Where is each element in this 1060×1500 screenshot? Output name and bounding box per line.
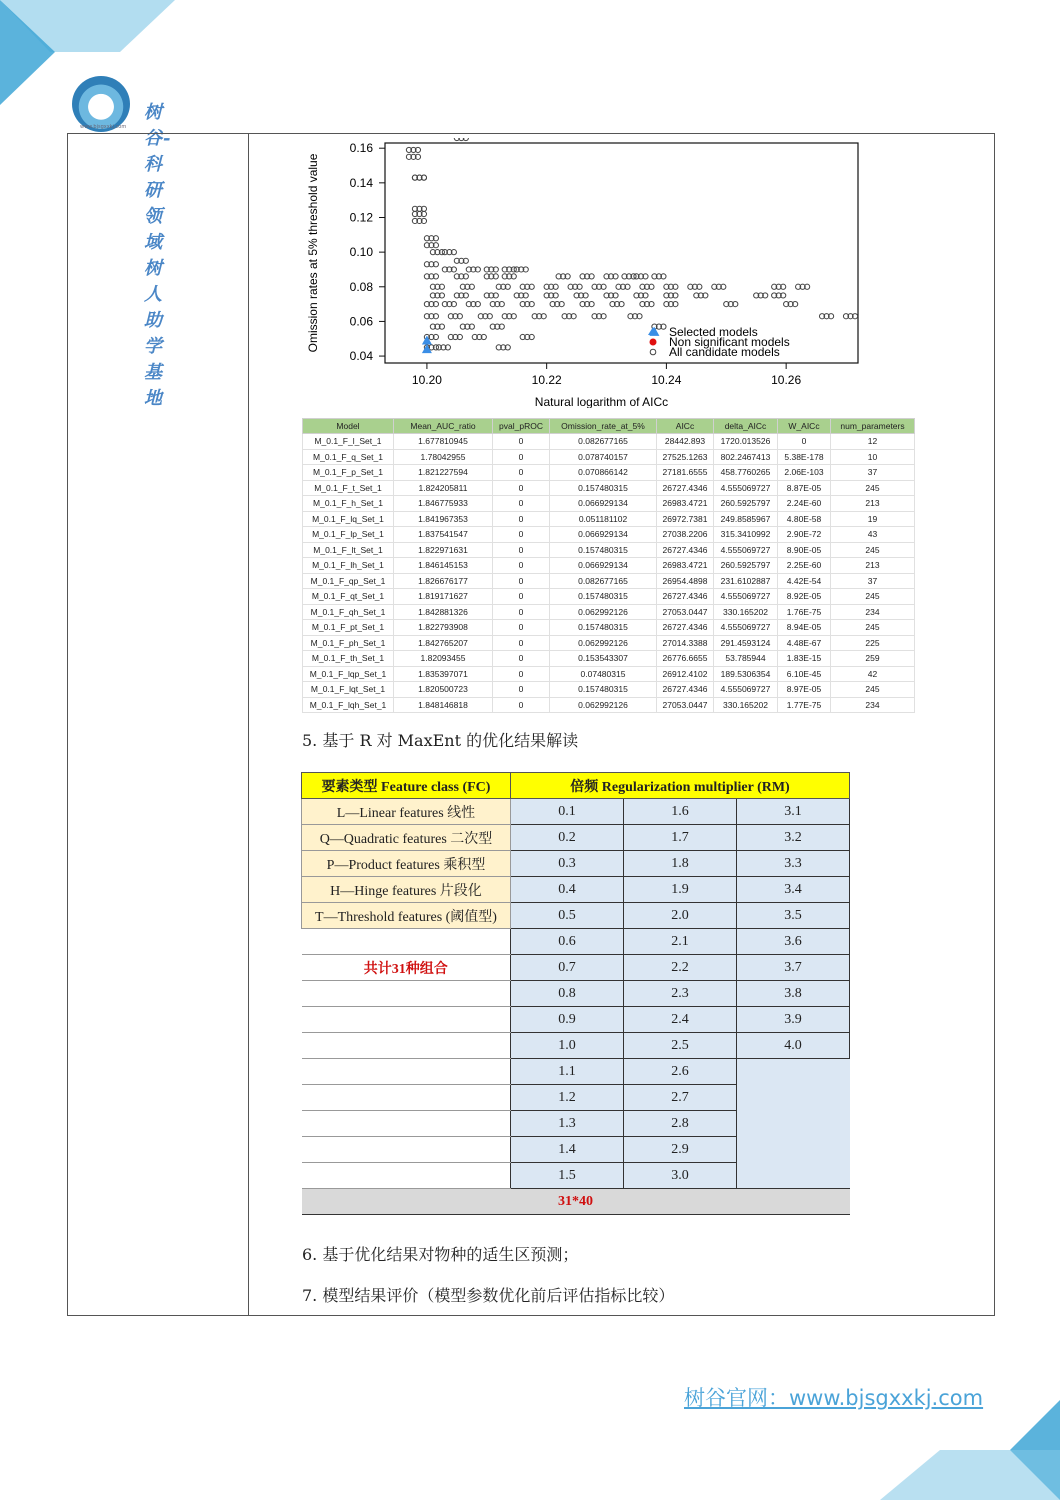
empty-cell (302, 1163, 511, 1189)
legend-label: All candidate models (669, 345, 780, 359)
empty-cell (737, 1111, 850, 1137)
table-cell: 37 (831, 465, 915, 481)
table-cell: M_0.1_F_lqp_Set_1 (303, 666, 394, 682)
rm-value: 3.6 (737, 929, 850, 955)
table-cell: 26983.4721 (657, 558, 714, 574)
table-cell: 26727.4346 (657, 480, 714, 496)
fc-row (302, 903, 850, 929)
table-row (303, 620, 915, 636)
combination-count: 共计31种组合 (302, 955, 511, 981)
table-cell: 4.555069727 (714, 589, 778, 605)
rm-value: 2.2 (624, 955, 737, 981)
table-cell: 0 (493, 480, 550, 496)
table-cell: 1.820500723 (394, 682, 493, 698)
rm-value: 1.3 (511, 1111, 624, 1137)
table-cell: 802.2467413 (714, 449, 778, 465)
table-cell: 259 (831, 651, 915, 667)
table-cell: M_0.1_F_lh_Set_1 (303, 558, 394, 574)
table-cell: 26727.4346 (657, 620, 714, 636)
table-cell: 4.80E-58 (778, 511, 831, 527)
table-row (303, 558, 915, 574)
table-cell: 245 (831, 682, 915, 698)
rm-value: 0.4 (511, 877, 624, 903)
feature-class-cell: P—Product features 乘积型 (302, 851, 511, 877)
empty-cell (302, 1085, 511, 1111)
rm-value: 3.0 (624, 1163, 737, 1189)
rm-value: 3.3 (737, 851, 850, 877)
table-cell: 0 (493, 666, 550, 682)
y-tick-label: 0.08 (349, 279, 373, 294)
empty-cell (302, 1111, 511, 1137)
table-cell: 8.90E-05 (778, 542, 831, 558)
table-cell: M_0.1_F_qh_Set_1 (303, 604, 394, 620)
table-row (303, 496, 915, 512)
column-header: Omission_rate_at_5% (550, 419, 657, 434)
rm-value: 0.9 (511, 1007, 624, 1033)
table-row (303, 434, 915, 450)
table-row (303, 635, 915, 651)
table-cell: 5.38E-178 (778, 449, 831, 465)
rm-value: 1.7 (624, 825, 737, 851)
rm-value: 0.8 (511, 981, 624, 1007)
table-cell: 43 (831, 527, 915, 543)
rm-value: 2.8 (624, 1111, 737, 1137)
table-cell: 42 (831, 666, 915, 682)
legend-label: Selected models (669, 325, 758, 339)
rm-value: 3.1 (737, 799, 850, 825)
table-cell: 26912.4102 (657, 666, 714, 682)
table-row (303, 480, 915, 496)
feature-class-cell: Q—Quadratic features 二次型 (302, 825, 511, 851)
fc-row (302, 825, 850, 851)
empty-cell (737, 1085, 850, 1111)
table-cell: 330.165202 (714, 604, 778, 620)
rm-value: 2.9 (624, 1137, 737, 1163)
y-tick-label: 0.06 (349, 314, 373, 329)
rm-value: 2.6 (624, 1059, 737, 1085)
table-cell: 4.555069727 (714, 542, 778, 558)
table-cell: 10 (831, 449, 915, 465)
table-cell: 26727.4346 (657, 682, 714, 698)
rm-value: 1.9 (624, 877, 737, 903)
total-combinations: 31*40 (302, 1189, 850, 1215)
table-row (303, 697, 915, 713)
fc-row (302, 929, 850, 955)
table-cell: M_0.1_F_l_Set_1 (303, 434, 394, 450)
model-results-table (302, 418, 915, 713)
table-cell: 2.90E-72 (778, 527, 831, 543)
rm-value: 2.5 (624, 1033, 737, 1059)
fc-header-row (302, 773, 850, 799)
table-cell: 260.5925797 (714, 558, 778, 574)
table-cell: 27053.0447 (657, 604, 714, 620)
table-cell: 4.555069727 (714, 480, 778, 496)
table-cell: 1.848146818 (394, 697, 493, 713)
rm-value: 2.0 (624, 903, 737, 929)
fc-rm-table (301, 772, 850, 1215)
table-cell: 1.822971631 (394, 542, 493, 558)
table-cell: 4.555069727 (714, 682, 778, 698)
table-cell: 27525.1263 (657, 449, 714, 465)
column-header: num_parameters (831, 419, 915, 434)
table-cell: M_0.1_F_lqh_Set_1 (303, 697, 394, 713)
rm-value: 0.2 (511, 825, 624, 851)
table-row (303, 666, 915, 682)
table-row (303, 651, 915, 667)
y-axis-label: Omission rates at 5% threshold value (306, 153, 320, 353)
empty-cell (302, 929, 511, 955)
table-cell: 0.07480315 (550, 666, 657, 682)
table-cell: 1.82093455 (394, 651, 493, 667)
table-cell: 0 (493, 604, 550, 620)
legend-all-icon (650, 349, 656, 355)
table-cell: 0 (493, 542, 550, 558)
table-cell: 1.846145153 (394, 558, 493, 574)
table-cell: 1.819171627 (394, 589, 493, 605)
y-tick-label: 0.12 (349, 210, 373, 225)
table-cell: 0.153543307 (550, 651, 657, 667)
fc-row (302, 1137, 850, 1163)
column-header: W_AICc (778, 419, 831, 434)
table-cell: 1.842765207 (394, 635, 493, 651)
table-cell: 8.97E-05 (778, 682, 831, 698)
rm-value: 3.9 (737, 1007, 850, 1033)
table-cell: 6.10E-45 (778, 666, 831, 682)
empty-cell (302, 1059, 511, 1085)
fc-total-row (302, 1189, 850, 1215)
column-header: Model (303, 419, 394, 434)
table-cell: 2.24E-60 (778, 496, 831, 512)
table-cell: 1.841967353 (394, 511, 493, 527)
table-cell: 189.5306354 (714, 666, 778, 682)
rm-value: 1.0 (511, 1033, 624, 1059)
y-tick-label: 0.16 (349, 141, 373, 156)
table-row (303, 589, 915, 605)
empty-cell (737, 1137, 850, 1163)
table-cell: M_0.1_F_pt_Set_1 (303, 620, 394, 636)
rm-value: 0.5 (511, 903, 624, 929)
rm-value: 2.4 (624, 1007, 737, 1033)
table-cell: 0 (493, 573, 550, 589)
table-cell: M_0.1_F_lp_Set_1 (303, 527, 394, 543)
rm-value: 3.2 (737, 825, 850, 851)
table-cell: 291.4593124 (714, 635, 778, 651)
y-tick-label: 0.14 (349, 175, 373, 190)
table-cell: 0 (493, 527, 550, 543)
fc-row (302, 1085, 850, 1111)
rm-header: 倍频 Regularization multiplier (RM) (511, 773, 850, 799)
column-divider (248, 133, 249, 1315)
table-cell: 0.078740157 (550, 449, 657, 465)
fc-row (302, 1007, 850, 1033)
empty-cell (737, 1059, 850, 1085)
legend-label: Non significant models (669, 335, 790, 349)
table-cell: 245 (831, 589, 915, 605)
table-cell: 0.082677165 (550, 573, 657, 589)
table-cell: 2.06E-103 (778, 465, 831, 481)
table-cell: M_0.1_F_q_Set_1 (303, 449, 394, 465)
fc-row (302, 955, 850, 981)
table-cell: M_0.1_F_lqt_Set_1 (303, 682, 394, 698)
fc-row (302, 1111, 850, 1137)
table-cell: 19 (831, 511, 915, 527)
table-cell: 1.83E-15 (778, 651, 831, 667)
feature-class-cell: H—Hinge features 片段化 (302, 877, 511, 903)
section-7-heading: 7. 模型结果评价（模型参数优化前后评估指标比较） (302, 1286, 675, 1305)
table-row (303, 511, 915, 527)
table-row (303, 682, 915, 698)
column-header: Mean_AUC_ratio (394, 419, 493, 434)
table-cell: M_0.1_F_ph_Set_1 (303, 635, 394, 651)
table-cell: 1.78042955 (394, 449, 493, 465)
table-cell: 0 (493, 558, 550, 574)
rm-value: 1.2 (511, 1085, 624, 1111)
table-cell: 0.157480315 (550, 589, 657, 605)
table-cell: 1.846775933 (394, 496, 493, 512)
fc-row (302, 1163, 850, 1189)
table-cell: 0 (493, 511, 550, 527)
empty-cell (302, 1007, 511, 1033)
rm-value: 0.6 (511, 929, 624, 955)
table-cell: 245 (831, 480, 915, 496)
table-cell: 1.835397071 (394, 666, 493, 682)
corner-decoration-bottom (880, 1400, 1060, 1500)
table-cell: 1.76E-75 (778, 604, 831, 620)
table-cell: 0 (493, 589, 550, 605)
x-tick-label: 10.22 (531, 373, 562, 387)
logo-url: www.bjsgxxkj.com (80, 124, 127, 130)
table-cell: 213 (831, 496, 915, 512)
legend-nonsignificant-icon (650, 339, 657, 346)
table-cell: 1.821227594 (394, 465, 493, 481)
table-cell: 330.165202 (714, 697, 778, 713)
table-cell: 0.066929134 (550, 496, 657, 512)
table-cell: 1.822793908 (394, 620, 493, 636)
table-cell: 231.6102887 (714, 573, 778, 589)
table-cell: 0.157480315 (550, 480, 657, 496)
x-axis-label: Natural logarithm of AICc (534, 395, 669, 408)
column-header: pval_pROC (493, 419, 550, 434)
table-cell: 0 (493, 697, 550, 713)
table-cell: 0 (493, 434, 550, 450)
rm-value: 0.1 (511, 799, 624, 825)
table-cell: 1.837541547 (394, 527, 493, 543)
table-cell: 0 (493, 620, 550, 636)
table-cell: 26954.4898 (657, 573, 714, 589)
column-header: delta_AICc (714, 419, 778, 434)
table-cell: 1.842881326 (394, 604, 493, 620)
rm-value: 1.8 (624, 851, 737, 877)
table-cell: 26983.4721 (657, 496, 714, 512)
table-cell: 315.3410992 (714, 527, 778, 543)
table-cell: 249.8585967 (714, 511, 778, 527)
table-row (303, 449, 915, 465)
feature-class-cell: T—Threshold features (阈值型) (302, 903, 511, 929)
table-cell: M_0.1_F_t_Set_1 (303, 480, 394, 496)
table-cell: M_0.1_F_qp_Set_1 (303, 573, 394, 589)
table-row (303, 527, 915, 543)
table-cell: 4.555069727 (714, 620, 778, 636)
table-cell: 8.92E-05 (778, 589, 831, 605)
fc-header: 要素类型 Feature class (FC) (302, 773, 511, 799)
table-cell: 0.062992126 (550, 697, 657, 713)
table-cell: 0 (493, 465, 550, 481)
table-cell: M_0.1_F_p_Set_1 (303, 465, 394, 481)
rm-value: 4.0 (737, 1033, 850, 1059)
section-6-heading: 6. 基于优化结果对物种的适生区预测； (302, 1245, 579, 1264)
rm-value: 2.3 (624, 981, 737, 1007)
table-cell: 0.082677165 (550, 434, 657, 450)
table-cell: 0.070866142 (550, 465, 657, 481)
table-row (303, 542, 915, 558)
table-cell: M_0.1_F_lt_Set_1 (303, 542, 394, 558)
table-cell: 0.157480315 (550, 682, 657, 698)
table-cell: 27038.2206 (657, 527, 714, 543)
table-cell: 27014.3388 (657, 635, 714, 651)
section-5-heading: 5. 基于 R 对 MaxEnt 的优化结果解读 (302, 731, 579, 750)
table-cell: 8.87E-05 (778, 480, 831, 496)
table-cell: 53.785944 (714, 651, 778, 667)
table-cell: 0.062992126 (550, 635, 657, 651)
table-cell: 27181.6555 (657, 465, 714, 481)
rm-value: 1.4 (511, 1137, 624, 1163)
rm-value: 3.8 (737, 981, 850, 1007)
rm-value: 1.6 (624, 799, 737, 825)
empty-cell (737, 1163, 850, 1189)
table-cell: 26776.6655 (657, 651, 714, 667)
table-cell: 8.94E-05 (778, 620, 831, 636)
table-cell: 1.77E-75 (778, 697, 831, 713)
table-cell: 4.48E-67 (778, 635, 831, 651)
empty-cell (302, 1137, 511, 1163)
x-tick-label: 10.24 (651, 373, 682, 387)
table-cell: 260.5925797 (714, 496, 778, 512)
table-cell: 0.066929134 (550, 527, 657, 543)
rm-value: 3.7 (737, 955, 850, 981)
rm-value: 1.1 (511, 1059, 624, 1085)
table-row (303, 465, 915, 481)
table-cell: 28442.893 (657, 434, 714, 450)
table-cell: M_0.1_F_lq_Set_1 (303, 511, 394, 527)
fc-row (302, 851, 850, 877)
table-cell: 234 (831, 604, 915, 620)
table-cell: 0 (493, 635, 550, 651)
x-tick-label: 10.20 (411, 373, 442, 387)
table-cell: 26972.7381 (657, 511, 714, 527)
rm-value: 2.1 (624, 929, 737, 955)
table-cell: 458.7760265 (714, 465, 778, 481)
y-tick-label: 0.10 (349, 245, 373, 260)
table-cell: 2.25E-60 (778, 558, 831, 574)
omission-aicc-scatter-chart (295, 138, 875, 408)
rm-value: 3.4 (737, 877, 850, 903)
rm-value: 0.3 (511, 851, 624, 877)
table-cell: 27053.0447 (657, 697, 714, 713)
fc-row (302, 1059, 850, 1085)
fc-row (302, 1033, 850, 1059)
empty-cell (302, 981, 511, 1007)
y-tick-label: 0.04 (349, 349, 373, 364)
table-cell: M_0.1_F_h_Set_1 (303, 496, 394, 512)
table-cell: 0.062992126 (550, 604, 657, 620)
table-cell: 0 (778, 434, 831, 450)
table-cell: 1.677810945 (394, 434, 493, 450)
table-cell: 26727.4346 (657, 542, 714, 558)
table-cell: 245 (831, 620, 915, 636)
table-cell: 0 (493, 496, 550, 512)
feature-class-cell: L—Linear features 线性 (302, 799, 511, 825)
table-cell: 26727.4346 (657, 589, 714, 605)
rm-value: 2.7 (624, 1085, 737, 1111)
rm-value: 3.5 (737, 903, 850, 929)
rm-value: 0.7 (511, 955, 624, 981)
table-cell: 1.824205811 (394, 480, 493, 496)
table-row (303, 604, 915, 620)
table-row (303, 573, 915, 589)
table-cell: 0 (493, 682, 550, 698)
x-tick-label: 10.26 (771, 373, 802, 387)
table-cell: 12 (831, 434, 915, 450)
table-cell: 1.826676177 (394, 573, 493, 589)
table-cell: 245 (831, 542, 915, 558)
column-header: AICc (657, 419, 714, 434)
table-cell: 0 (493, 651, 550, 667)
table-cell: M_0.1_F_th_Set_1 (303, 651, 394, 667)
table-cell: 225 (831, 635, 915, 651)
table-cell: 234 (831, 697, 915, 713)
fc-row (302, 877, 850, 903)
table-cell: 0.066929134 (550, 558, 657, 574)
table-cell: 0 (493, 449, 550, 465)
footer-website-link[interactable]: 树谷官网：www.bjsgxxkj.com (684, 1386, 984, 1410)
table-cell: 213 (831, 558, 915, 574)
fc-row (302, 981, 850, 1007)
brand-title: 树谷-科研领域树人助学基地 (144, 102, 172, 409)
table-cell: 0.157480315 (550, 620, 657, 636)
table-cell: 0.157480315 (550, 542, 657, 558)
table-cell: 37 (831, 573, 915, 589)
fc-row (302, 799, 850, 825)
rm-value: 1.5 (511, 1163, 624, 1189)
table-cell: 0.051181102 (550, 511, 657, 527)
selected-model-point (422, 335, 432, 344)
table-cell: 4.42E-54 (778, 573, 831, 589)
table-cell: M_0.1_F_qt_Set_1 (303, 589, 394, 605)
empty-cell (302, 1033, 511, 1059)
table-cell: 1720.013526 (714, 434, 778, 450)
